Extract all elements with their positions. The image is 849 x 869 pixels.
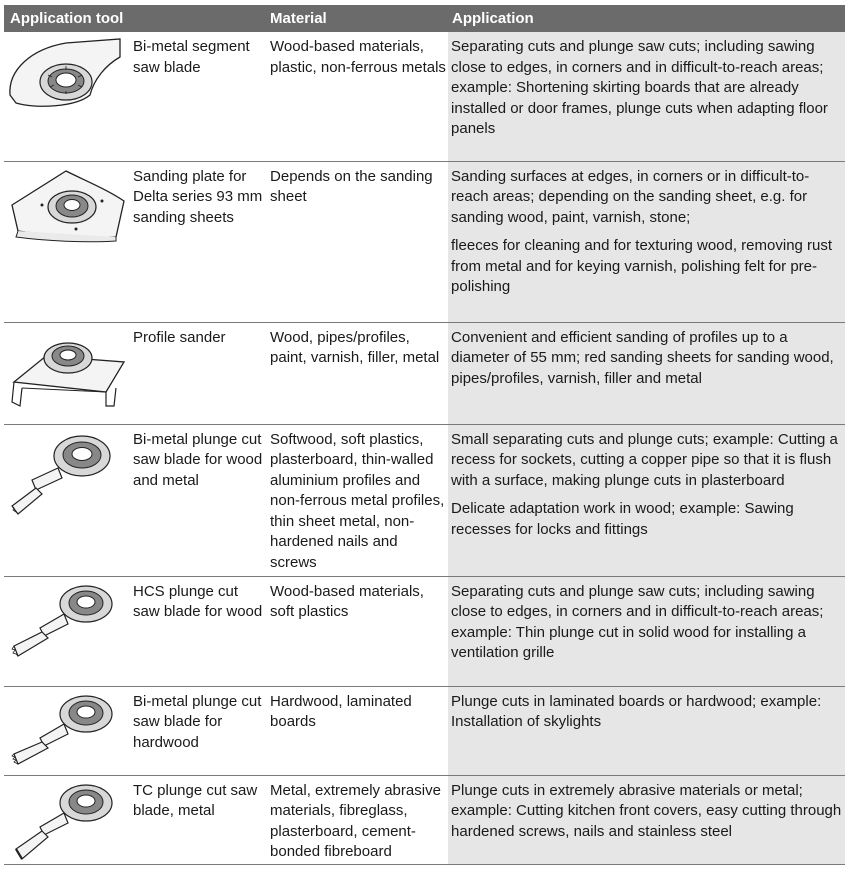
plunge-cut-blade-icon <box>6 428 128 518</box>
application-cell <box>448 322 845 424</box>
delta-sanding-plate-icon <box>6 165 128 245</box>
application-cell <box>448 686 845 775</box>
application-tool-table <box>4 5 845 865</box>
application-text: Convenient and efficient sanding of profiles up to a diameter of 55 mm; red sanding sheets for sanding wood, pipes/profiles, varnish, filler and metal <box>451 328 834 387</box>
table-row <box>4 161 845 322</box>
tool-image-cell <box>4 424 130 576</box>
application-text: Plunge cuts in extremely abrasive materials or metal; example: Cutting kitchen front covers, easy cutting through hardened screws, nails and stainless steel <box>451 781 842 840</box>
application-cell <box>448 576 845 686</box>
material-cell: Metal, extremely abrasive materials, fibreglass, plasterboard, cement-bonded fibreboard <box>270 781 441 860</box>
tool-name-cell: Bi-metal plunge cut saw blade for wood and metal <box>133 430 263 489</box>
table-row <box>4 775 845 864</box>
material-cell: Wood-based materials, soft plastics <box>270 582 424 620</box>
tool-image-cell <box>4 775 130 864</box>
material-cell: Wood-based materials, plastic, non-ferrous metals <box>270 38 446 76</box>
table-row <box>4 322 845 424</box>
tool-name-cell: Bi-metal plunge cut saw blade for hardwood <box>133 692 262 751</box>
table-row <box>4 424 845 576</box>
material-cell: Wood, pipes/profiles, paint, varnish, filler, metal <box>270 328 440 366</box>
profile-sander-icon <box>6 326 128 408</box>
hcs-plunge-blade-icon <box>6 580 128 660</box>
material-cell: Hardwood, laminated boards <box>270 692 412 730</box>
segment-saw-blade-icon <box>6 35 128 111</box>
application-text: fleeces for cleaning and for texturing wood, removing rust from metal and for keying varnish, polishing felt for pre-polishing <box>451 237 833 295</box>
application-text: Separating cuts and plunge saw cuts; including sawing close to edges, in corners and in difficult-to-reach areas; example: Thin plunge cut in solid wood for installing a ventilation grille <box>451 582 824 661</box>
application-text: Small separating cuts and plunge cuts; example: Cutting a recess for sockets, cutting a copper pipe so that it is flush with a surface, making plunge cuts in plasterboard <box>451 430 838 489</box>
tool-image-cell <box>4 322 130 424</box>
tool-name-cell: Sanding plate for Delta series 93 mm sanding sheets <box>133 167 263 226</box>
table-header-row <box>4 5 845 32</box>
tool-image-cell <box>4 32 130 161</box>
tool-name-cell: Profile sander <box>133 328 226 346</box>
hardwood-plunge-blade-icon <box>6 690 128 770</box>
header-material: Material <box>266 5 448 32</box>
material-cell: Depends on the sanding sheet <box>270 167 433 205</box>
table-row <box>4 686 845 775</box>
application-cell <box>448 775 845 864</box>
header-application: Application <box>448 5 845 32</box>
application-text: Sanding surfaces at edges, in corners or in difficult-to-reach areas; depending on the sanding sheet, e.g. for sanding wood, paint, varnish, stone; <box>451 167 810 226</box>
tool-image-cell <box>4 686 130 775</box>
tool-image-cell <box>4 576 130 686</box>
tool-name-cell: HCS plunge cut saw blade for wood <box>133 582 263 620</box>
application-text: Separating cuts and plunge saw cuts; including sawing close to edges, in corners and in difficult-to-reach areas; example: Shortening skirting boards that are already installed or door frames, plunge cuts when adapting floor panels <box>451 38 828 137</box>
application-text: Plunge cuts in laminated boards or hardwood; example: Installation of skylights <box>451 692 822 730</box>
tc-plunge-blade-icon <box>6 779 128 861</box>
tool-name-cell: Bi-metal segment saw blade <box>133 38 250 76</box>
table-row <box>4 576 845 686</box>
application-cell <box>448 424 845 576</box>
tool-image-cell <box>4 161 130 322</box>
header-application-tool: Application tool <box>4 5 266 32</box>
table-row <box>4 32 845 161</box>
application-cell <box>448 161 845 322</box>
material-cell: Softwood, soft plastics, plasterboard, thin-walled aluminium profiles and non-ferrous metal profiles, thin sheet metal, non-hardened nails and screws <box>270 430 445 571</box>
tool-name-cell: TC plunge cut saw blade, metal <box>133 781 258 819</box>
application-cell <box>448 32 845 161</box>
application-text: Delicate adaptation work in wood; example: Sawing recesses for locks and fittings <box>451 500 794 538</box>
